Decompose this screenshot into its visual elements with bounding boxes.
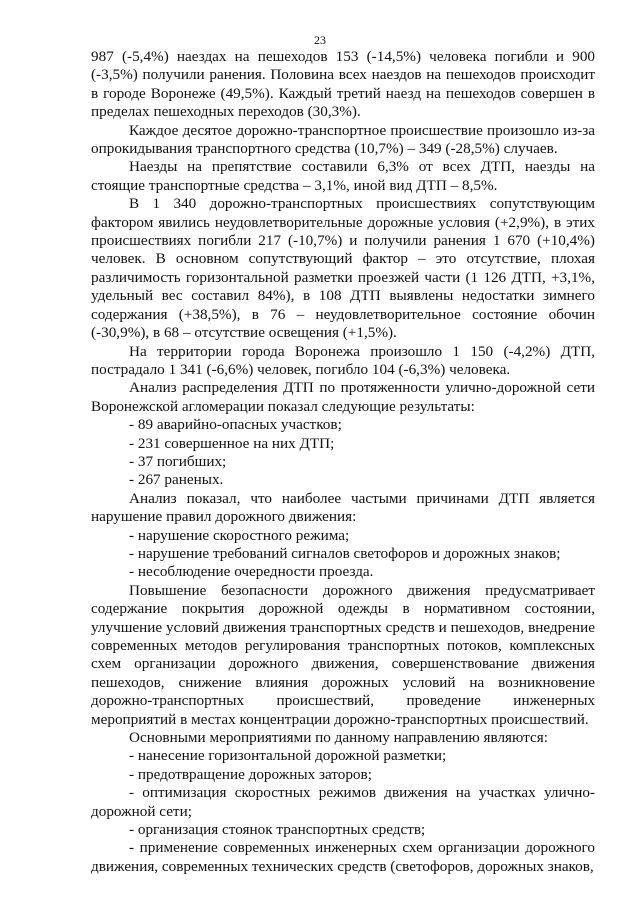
causes-list — [91, 527, 595, 582]
paragraph-pedestrian-collisions: 987 (-5,4%) наездах на пешеходов 153 (-14,5%) человека погибли и 900 (-3,5%) получили ранения. Половина всех наездов на пешеходов происходит в городе Воронеже (49,5%). Каждый третий наезд на пешеходов совершен в пределах пешеходных переходов (30,3%). — [91, 48, 595, 121]
document-body — [91, 48, 595, 876]
paragraph-causes-intro: Анализ показал, что наиболее частыми причинами ДТП является нарушение правил дорожного движения: — [91, 489, 595, 526]
list-item: - несоблюдение очередности проезда. — [129, 563, 374, 581]
paragraph-obstacle-collisions: Наезды на препятствие составили 6,3% от всех ДТП, наезды на стоящие транспортные средства – 3,1%, иной вид ДТП – 8,5%. — [91, 158, 595, 194]
list-item: - нарушение скоростного режима; — [129, 526, 350, 544]
paragraph-overturning: Каждое десятое дорожно-транспортное происшествие произошло из-за опрокидывания транспортного средства (10,7%) – 349 (-28,5%) случаев. — [91, 121, 595, 158]
page-number: 23 — [314, 33, 326, 47]
paragraph-network-analysis: Анализ распределения ДТП по протяженности улично-дорожной сети Воронежской агломерации показал следующие результаты: — [91, 379, 595, 415]
paragraph-safety-improvement: Повышение безопасности дорожного движения предусматривает содержание покрытия дорожной одежды в нормативном состоянии, улучшение условий движения транспортных средств и пешеходов, внедрение современных методов регулирования транспортных потоков, комплексных схем организации дорожного движения, совершенствование движения пешеходов, снижение влияния дорожных условий на возникновение дорожно-транспортных происшествий, проведение инженерных мероприятий в местах концентрации дорожно-транспортных происшествий. — [91, 581, 595, 728]
list-item: - 89 аварийно-опасных участков; — [129, 416, 342, 434]
list-item: - применение современных инженерных схем организации дорожного движения, современных технических средств (светофоров, дорожных знаков, — [91, 839, 595, 875]
paragraph-road-conditions: В 1 340 дорожно-транспортных происшествиях сопутствующим фактором явились неудовлетворительные дорожные условия (+2,9%), в этих происшествиях погибли 217 (-10,7%) и получили ранения 1 670 (+10,4%) человек. В основном сопутствующий фактор – это отсутствие, плохая различимость горизонтальной разметки проезжей части (1 126 ДТП, +3,1%, удельный вес составил 84%), в 108 ДТП выявлены недостатки зимнего содержания (+38,5%), в 76 – неудовлетворительное состояние обочин (-30,9%), в 68 – отсутствие освещения (+1,5%). — [91, 195, 595, 342]
list-item: - 37 погибших; — [129, 452, 227, 470]
list-item: - 267 раненых. — [129, 471, 224, 489]
list-item: - организация стоянок транспортных средств; — [129, 821, 426, 839]
results-list — [91, 416, 595, 490]
measures-list — [91, 747, 595, 876]
paragraph-measures-intro: Основными мероприятиями по данному направлению являются: — [129, 729, 548, 747]
list-item: - нарушение требований сигналов светофоров и дорожных знаков; — [129, 544, 561, 562]
list-item: - оптимизация скоростных режимов движения на участках улично-дорожной сети; — [91, 784, 595, 820]
paragraph-voronezh-city: На территории города Воронежа произошло 1 150 (-4,2%) ДТП, пострадало 1 341 (-6,6%) человек, погибло 104 (-6,3%) человека. — [91, 342, 595, 378]
list-item: - нанесение горизонтальной дорожной разметки; — [129, 747, 447, 765]
list-item: - предотвращение дорожных заторов; — [129, 765, 372, 783]
list-item: - 231 совершенное на них ДТП; — [129, 434, 335, 452]
